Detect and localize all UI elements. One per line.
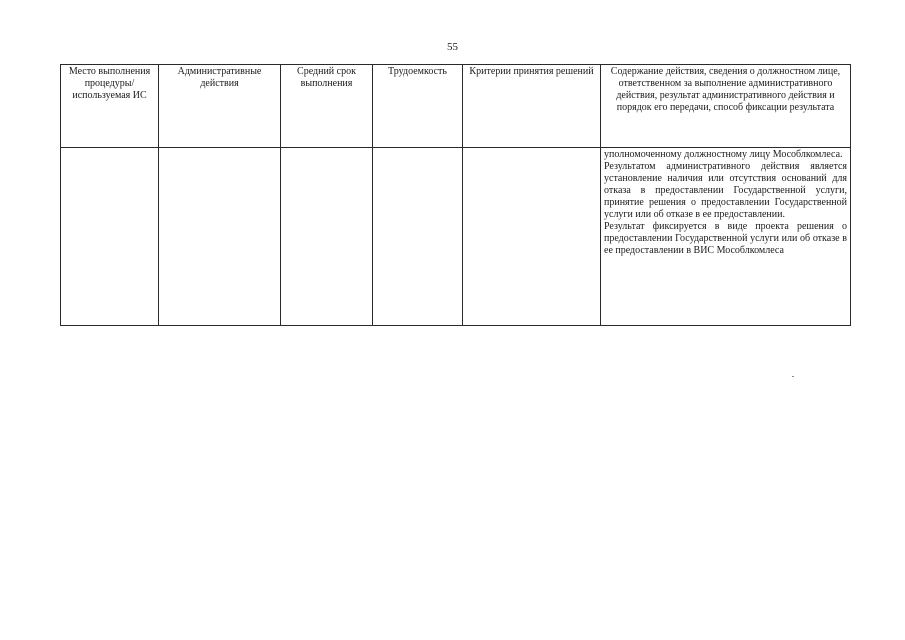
scan-speck <box>792 376 794 377</box>
table-header-row <box>61 65 851 148</box>
cell-criteria <box>463 148 601 326</box>
cell-actions <box>159 148 281 326</box>
cell-place <box>61 148 159 326</box>
cell-labor <box>373 148 463 326</box>
content-paragraph: Результатом административного действия является установление наличия или отсутствия оснований для отказа в предоставлении Государственной услуги, принятие решения о предоставлении Государственной услуги или об отказе в ее предоставлении. <box>604 161 847 220</box>
header-labor: Трудоемкость <box>373 65 463 148</box>
procedure-table <box>60 64 851 326</box>
table-row <box>61 148 851 326</box>
header-content: Содержание действия, сведения о должностном лице, ответственном за выполнение административного действия, результат административного действия и порядок его передачи, способ фиксации результата <box>601 65 851 148</box>
header-place: Место выполнения процедуры/ используемая ИС <box>61 65 159 148</box>
cell-term <box>281 148 373 326</box>
header-criteria: Критерии принятия решений <box>463 65 601 148</box>
content-paragraph: уполномоченному должностному лицу Мособлкомлеса. <box>604 149 843 160</box>
header-term: Средний срок выполнения <box>281 65 373 148</box>
content-paragraph: Результат фиксируется в виде проекта решения о предоставлении Государственной услуги или об отказе в ее предоставлении в ВИС Мособлкомлеса <box>604 221 847 256</box>
header-actions: Административные действия <box>159 65 281 148</box>
cell-content <box>601 148 851 326</box>
page-number: 55 <box>447 41 458 53</box>
